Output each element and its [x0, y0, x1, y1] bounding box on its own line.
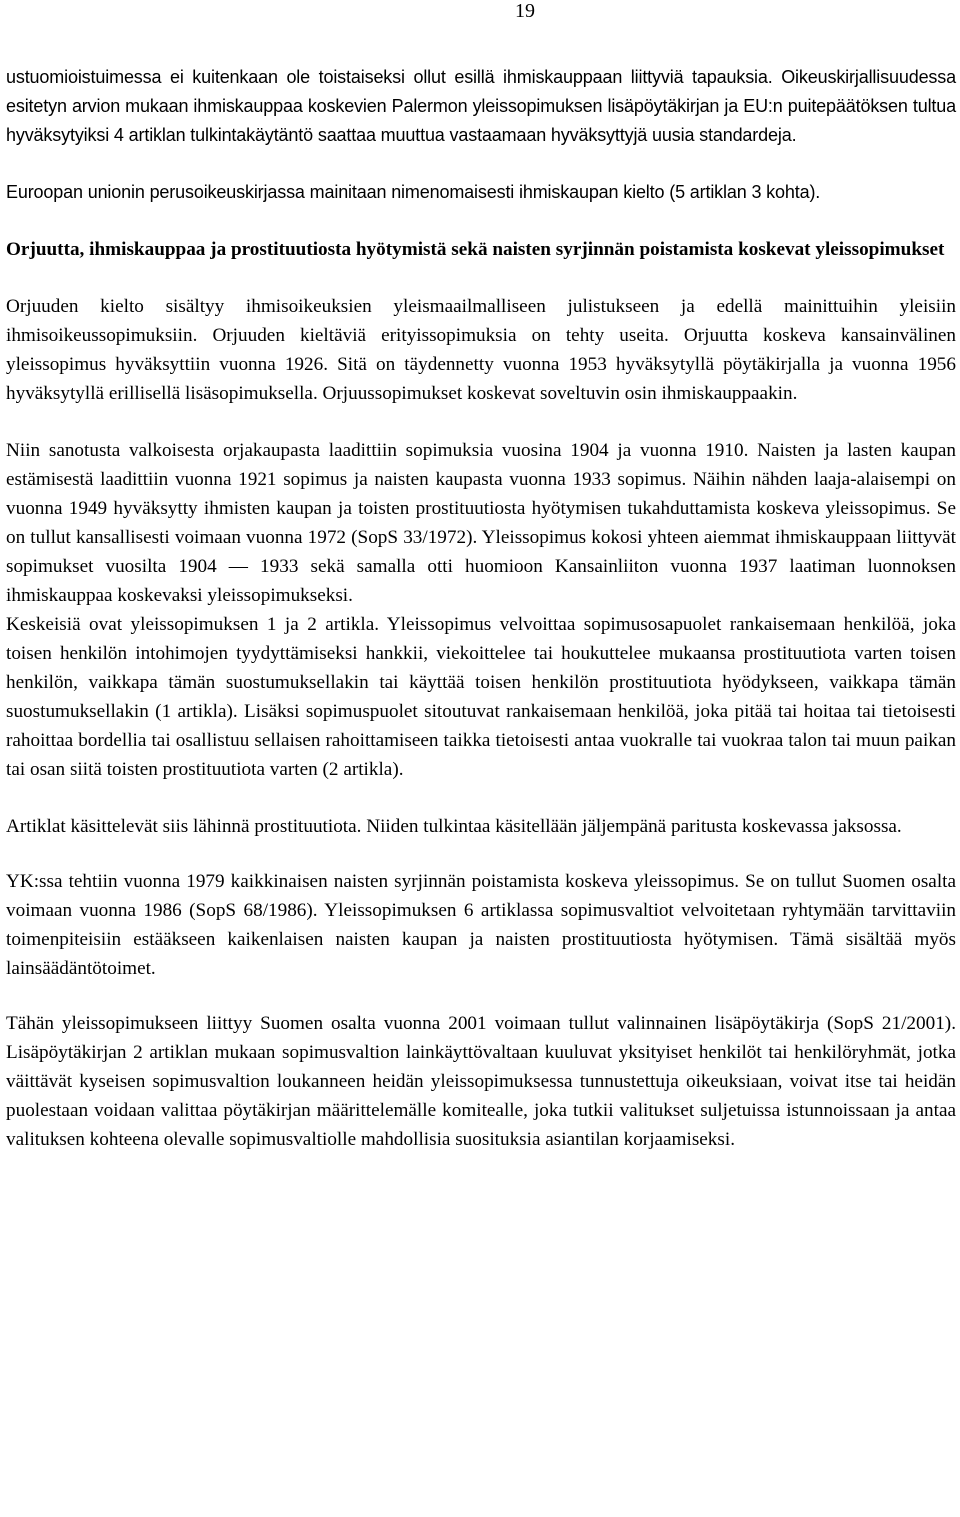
paragraph-white-slave-trade: Niin sanotusta valkoisesta orjakaupasta laadittiin sopimuksia vuosina 1904 ja vuonna 1910. Naisten ja lasten kaupan estämisestä laadittiin vuonna 1921 sopimus ja naisten kaupasta vuonna 1933 sopimus. Näihin nähden laaja-alaisempi on vuonna 1949 hyväksytty ihmisten kaupan ja toisten prostituutiosta hyötymisen tukahduttamista koskeva yleissopimus. Se on tullut kansallisesti voimaan vuonna 1972 (SopS 33/1972). Yleissopimus kokosi yhteen aiemmat ihmiskauppaan liittyvät sopimukset vuosilta 1904 — 1933 sekä samalla otti huomioon Kansainliiton vuonna 1937 laatiman luonnoksen ihmiskauppaa koskevaksi yleissopimukseksi.: [6, 440, 956, 606]
paragraph-optional-protocol: Tähän yleissopimukseen liittyy Suomen osalta vuonna 2001 voimaan tullut valinnainen lisäpöytäkirja (SopS 21/2001). Lisäpöytäkirjan 2 artiklan mukaan sopimusvaltion lainkäyttövaltaan kuuluvat yksityiset henkilöt tai henkilöryhmät, jotka väittävät kyseisen sopimusvaltion loukanneen heidän yleissopimuksessa tunnustettuja oikeuksiaan, voivat itse tai heidän puolestaan voidaan valittaa pöytäkirjan määrittelemälle komitealle, joka tutkii valitukset suljetuissa istunnoissaan ja antaa valituksen kohteena olevalle sopimusvaltiolle mahdollisia suosituksia asiantilan korjaamiseksi.: [6, 1013, 956, 1150]
paragraph-slavery-conventions: Orjuuden kielto sisältyy ihmisoikeuksien yleismaailmalliseen julistukseen ja edellä mainittuihin yleisiin ihmisoikeussopimuksiin. Orjuuden kieltäviä erityissopimuksia on tehty useita. Orjuutta koskeva kansainvälinen yleissopimus hyväksyttiin vuonna 1926. Sitä on täydennetty vuonna 1953 hyväksytyllä pöytäkirjalla ja vuonna 1956 hyväksytyllä erillisellä lisäsopimuksella. Orjuussopimukset koskevat soveltuvin osin ihmiskauppaakin.: [6, 296, 956, 404]
document-body: [6, 63, 956, 1154]
paragraph-articles-summary: Artiklat käsittelevät siis lähinnä prostituutiota. Niiden tulkintaa käsitellään jäljempänä paritusta koskevassa jaksossa.: [6, 816, 902, 837]
paragraph-cedaw: YK:ssa tehtiin vuonna 1979 kaikkinaisen naisten syrjinnän poistamista koskeva yleissopimus. Se on tullut Suomen osalta voimaan vuonna 1986 (SopS 68/1986). Yleissopimuksen 6 artiklassa sopimusvaltiot velvoitetaan ryhtymään tarvittaviin toimenpiteisiin estääkseen kaikenlaisen naisten kaupan ja naisten prostituutiosta hyötymisen. Tämä sisältää myös lainsäädäntötoimet.: [6, 871, 956, 979]
paragraph-court-practice: ustuomioistuimessa ei kuitenkaan ole toistaiseksi ollut esillä ihmiskauppaan liittyviä tapauksia. Oikeuskirjallisuudessa esitetyn arvion mukaan ihmiskauppaa koskevien Palermon yleissopimuksen lisäpöytäkirjan ja EU:n puitepäätöksen tultua hyväksytyiksi 4 artiklan tulkintakäytäntö saattaa muuttua vastaamaan hyväksyttyjä uusia standardeja.: [6, 67, 956, 145]
paragraph-eu-charter: Euroopan unionin perusoikeuskirjassa mainitaan nimenomaisesti ihmiskaupan kielto (5 artiklan 3 kohta).: [6, 182, 821, 202]
section-heading: Orjuutta, ihmiskauppaa ja prostituutiosta hyötymistä sekä naisten syrjinnän poistamista koskevat yleissopimukset: [6, 239, 945, 260]
page-number: 19: [515, 0, 535, 22]
paragraph-articles-1-2: Keskeisiä ovat yleissopimuksen 1 ja 2 artikla. Yleissopimus velvoittaa sopimusosapuolet rankaisemaan henkilöä, joka toisen henkilön intohimojen tyydyttämiseksi hankkii, viekoittelee tai houkuttelee mukaansa prostituutiota varten toisen henkilön, vaikkapa tämän suostumuksellakin tai käyttää toisen henkilön prostituutiota hyödykseen, vaikkapa tämän suostumuksellakin (1 artikla). Lisäksi sopimuspuolet sitoutuvat rankaisemaan henkilöä, joka pitää tai hoitaa tai tietoisesti rahoittaa bordellia tai osallistuu sellaisen rahoittamiseen taikka tietoisesti antaa vuokralle tai vuokraa talon tai muun paikan tai osan siitä toisten prostituutiota varten (2 artikla).: [6, 614, 956, 780]
